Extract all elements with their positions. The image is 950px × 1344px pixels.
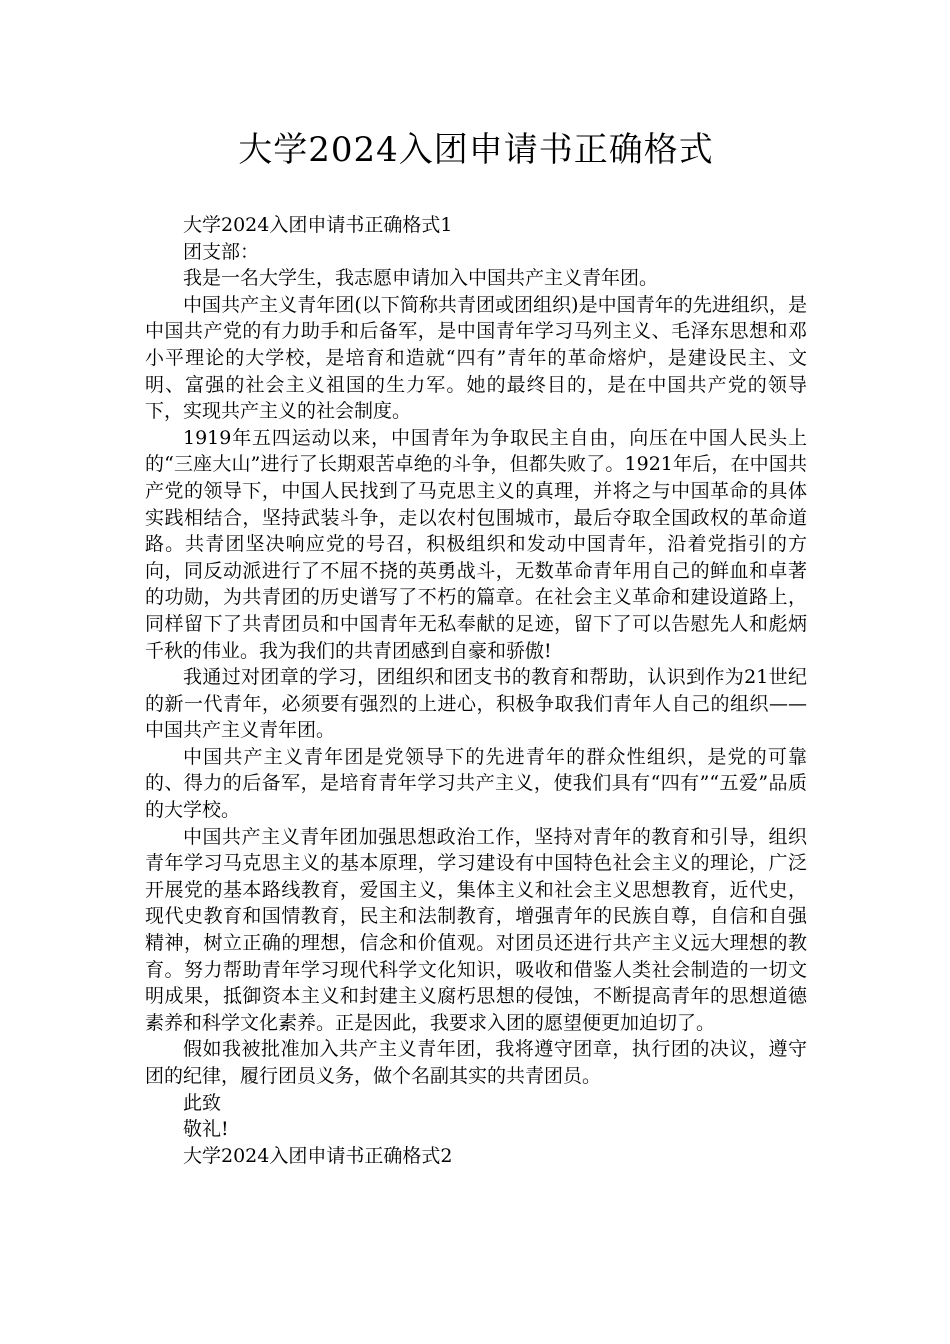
body-paragraph: 假如我被批准加入共产主义青年团，我将遵守团章，执行团的决议，遵守团的纪律，履行团员义务，做个名副其实的共青团员。 [145,1038,807,1087]
salutation: 团支部： [183,240,260,263]
document-body [145,118,807,1169]
body-paragraph: 中国共产主义青年团(以下简称共青团或团组织)是中国青年的先进组织，是中国共产党的有力助手和后备军，是中国青年学习马列主义、毛泽东思想和邓小平理论的大学校，是培育和造就“四有”青年的革命熔炉，是建设民主、文明、富强的社会主义祖国的生力军。她的最终目的，是在中国共产党的领导下，实现共产主义的社会制度。 [145,293,807,423]
section-heading-2: 大学2024入团申请书正确格式2 [183,1144,453,1167]
body-paragraph: 中国共产主义青年团加强思想政治工作，坚持对青年的教育和引导，组织青年学习马克思主义的基本原理，学习建设有中国特色社会主义的理论，广泛开展党的基本路线教育，爱国主义，集体主义和社会主义思想教育，近代史，现代史教育和国情教育，民主和法制教育，增强青年的民族自尊，自信和自强精神，树立正确的理想，信念和价值观。对团员还进行共产主义远大理想的教育。努力帮助青年学习现代科学文化知识，吸收和借鉴人类社会制造的一切文明成果，抵御资本主义和封建主义腐朽思想的侵蚀，不断提高青年的思想道德素养和科学文化素养。正是因此，我要求入团的愿望便更加迫切了。 [145,825,807,1034]
body-paragraph: 我通过对团章的学习，团组织和团支书的教育和帮助，认识到作为21世纪的新一代青年，必须要有强烈的上进心，积极争取我们青年人自己的组织——中国共产主义青年团。 [145,666,807,742]
closing-regards: 敬礼! [183,1118,229,1141]
closing-line: 此致 [183,1091,222,1114]
document-title: 大学2024入团申请书正确格式 [238,130,714,170]
body-paragraph: 我是一名大学生，我志愿申请加入中国共产主义青年团。 [183,267,659,290]
body-paragraph: 中国共产主义青年团是党领导下的先进青年的群众性组织，是党的可靠的、得力的后备军，是培育青年学习共产主义，使我们具有“四有”“五爱”品质的大学校。 [145,745,807,822]
body-paragraph: 1919年五四运动以来，中国青年为争取民主自由，向压在中国人民头上的“三座大山”进行了长期艰苦卓绝的斗争，但都失败了。1921年后，在中国共产党的领导下，中国人民找到了马克思主义的真理，并将之与中国革命的具体实践相结合，坚持武装斗争，走以农村包围城市，最后夺取全国政权的革命道路。共青团坚决响应党的号召，积极组织和发动中国青年，沿着党指引的方向，同反动派进行了不屈不挠的英勇战斗，无数革命青年用自己的鲜血和卓著的功勋，为共青团的历史谱写了不朽的篇章。在社会主义革命和建设道路上，同样留下了共青团员和中国青年无私奉献的足迹，留下了可以告慰先人和彪炳千秋的伟业。我为我们的共青团感到自豪和骄傲! [145,426,807,662]
section-heading-1: 大学2024入团申请书正确格式1 [183,214,453,236]
